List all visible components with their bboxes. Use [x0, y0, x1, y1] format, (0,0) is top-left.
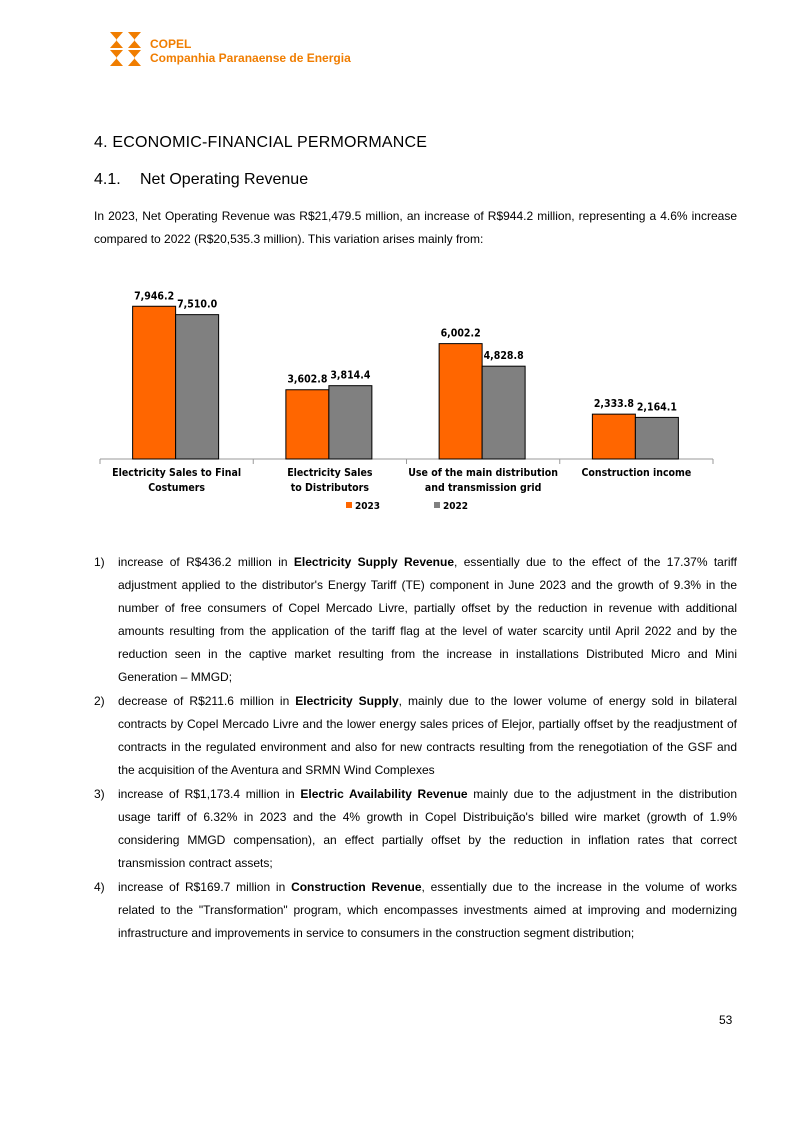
bar-2022: [176, 315, 219, 459]
company-short-name: COPEL: [150, 37, 192, 51]
category-label: Electricity Sales: [287, 467, 373, 479]
bar-2023: [133, 306, 176, 459]
data-label: 7,510.0: [177, 298, 218, 311]
list-item-text: increase of R$1,173.4 million in: [118, 787, 301, 801]
page-number: 53: [719, 1013, 733, 1027]
section-title: ECONOMIC-FINANCIAL PERMORMANCE: [112, 134, 428, 151]
legend-swatch-2023: [346, 502, 352, 508]
section-heading: [94, 134, 427, 152]
list-item-text: increase of R$436.2 million in: [118, 555, 294, 569]
list-item-text: , essentially due to the increase in the volume of works related to the "Transformation" program, which encompasses investments aimed at improving and modernizing infrastructure and improvements in service to consumers in the construction segment distribution;: [118, 880, 737, 940]
bar-2022: [482, 366, 525, 459]
list-item-highlight: Electricity Supply: [295, 694, 399, 708]
list-item-number: 4): [94, 880, 105, 894]
copel-logo-mark-icon: [108, 31, 146, 67]
list-item-text: decrease of R$211.6 million in: [118, 694, 296, 708]
data-label: 3,814.4: [330, 369, 371, 382]
data-label: 2,333.8: [593, 398, 634, 411]
data-label: 3,602.8: [287, 373, 328, 386]
list-item-text: , mainly due to the lower volume of energy sold in bilateral contracts by Copel Mercado Livre and the lower energy sales prices of Elejor, partially offset by the readjustment of contracts in the regulated environment and also for new contracts resulting from the renegotiation of the GSF and the acquisition of the Aventura and SRMN Wind Complexes: [118, 694, 737, 777]
subsection-number: 4.1.: [94, 171, 121, 188]
data-label: 2,164.1: [636, 401, 677, 414]
list-item: [94, 690, 737, 782]
bar-2023: [439, 344, 482, 459]
intro-paragraph: In 2023, Net Operating Revenue was R$21,479.5 million, an increase of R$944.2 million, representing a 4.6% increase compared to 2022 (R$20,535.3 million). This variation arises mainly from:: [94, 209, 737, 246]
copel-logo: [108, 31, 368, 67]
list-item-text: mainly due to the adjustment in the distribution usage tariff of 6.32% in 2023 and the 4% growth in Copel Distribuição's billed wire market (growth of 1.9% considering MMGD compensation), an effect partially offset by the reduction in inflation rates that correct transmission contract assets;: [118, 787, 738, 870]
list-item: [94, 783, 737, 875]
data-label: 7,946.2: [134, 290, 175, 303]
legend-label: 2023: [355, 501, 381, 512]
list-item-highlight: Electric Availability Revenue: [300, 787, 468, 801]
category-label: Electricity Sales to Final: [112, 467, 242, 479]
category-label: Construction income: [581, 467, 692, 479]
list-item-text: increase of R$169.7 million in: [118, 880, 292, 894]
list-item: [94, 551, 737, 689]
variation-list: [94, 551, 737, 946]
legend-label: 2022: [443, 501, 469, 512]
category-label: and transmission grid: [424, 482, 542, 494]
category-label: Costumers: [148, 482, 206, 494]
company-full-name: Companhia Paranaense de Energia: [150, 51, 351, 65]
section-number: 4.: [94, 134, 108, 151]
list-item-highlight: Construction Revenue: [291, 880, 422, 894]
list-item-highlight: Electricity Supply Revenue: [293, 555, 454, 569]
bar-2023: [592, 414, 635, 459]
list-item: [94, 876, 737, 945]
data-label: 4,828.8: [483, 350, 524, 363]
revenue-bar-chart: [94, 278, 724, 528]
bar-2022: [635, 417, 678, 459]
list-item-number: 1): [94, 555, 105, 569]
category-label: to Distributors: [290, 482, 369, 494]
subsection-title: Net Operating Revenue: [140, 171, 309, 188]
list-item-number: 2): [94, 694, 105, 708]
subsection-heading: [94, 171, 308, 189]
legend-swatch-2022: [434, 502, 440, 508]
data-label: 6,002.2: [440, 327, 481, 340]
list-item-text: , essentially due to the effect of the 17.37% tariff adjustment applied to the distributor's Energy Tariff (TE) component in June 2023 and the growth of 9.3% in the number of free consumers of Copel Mercado Livre, partially offset by the reduction in revenue with additional amounts resulting from the application of the tariff flag at the level of water scarcity until April 2022 and by the reduction seen in the captive market resulting from the increase in installations Distributed Micro and Mini Generation – MMGD;: [118, 555, 737, 684]
category-label: Use of the main distribution: [408, 467, 559, 479]
bar-2023: [286, 390, 329, 459]
list-item-number: 3): [94, 787, 105, 801]
bar-2022: [329, 386, 372, 459]
